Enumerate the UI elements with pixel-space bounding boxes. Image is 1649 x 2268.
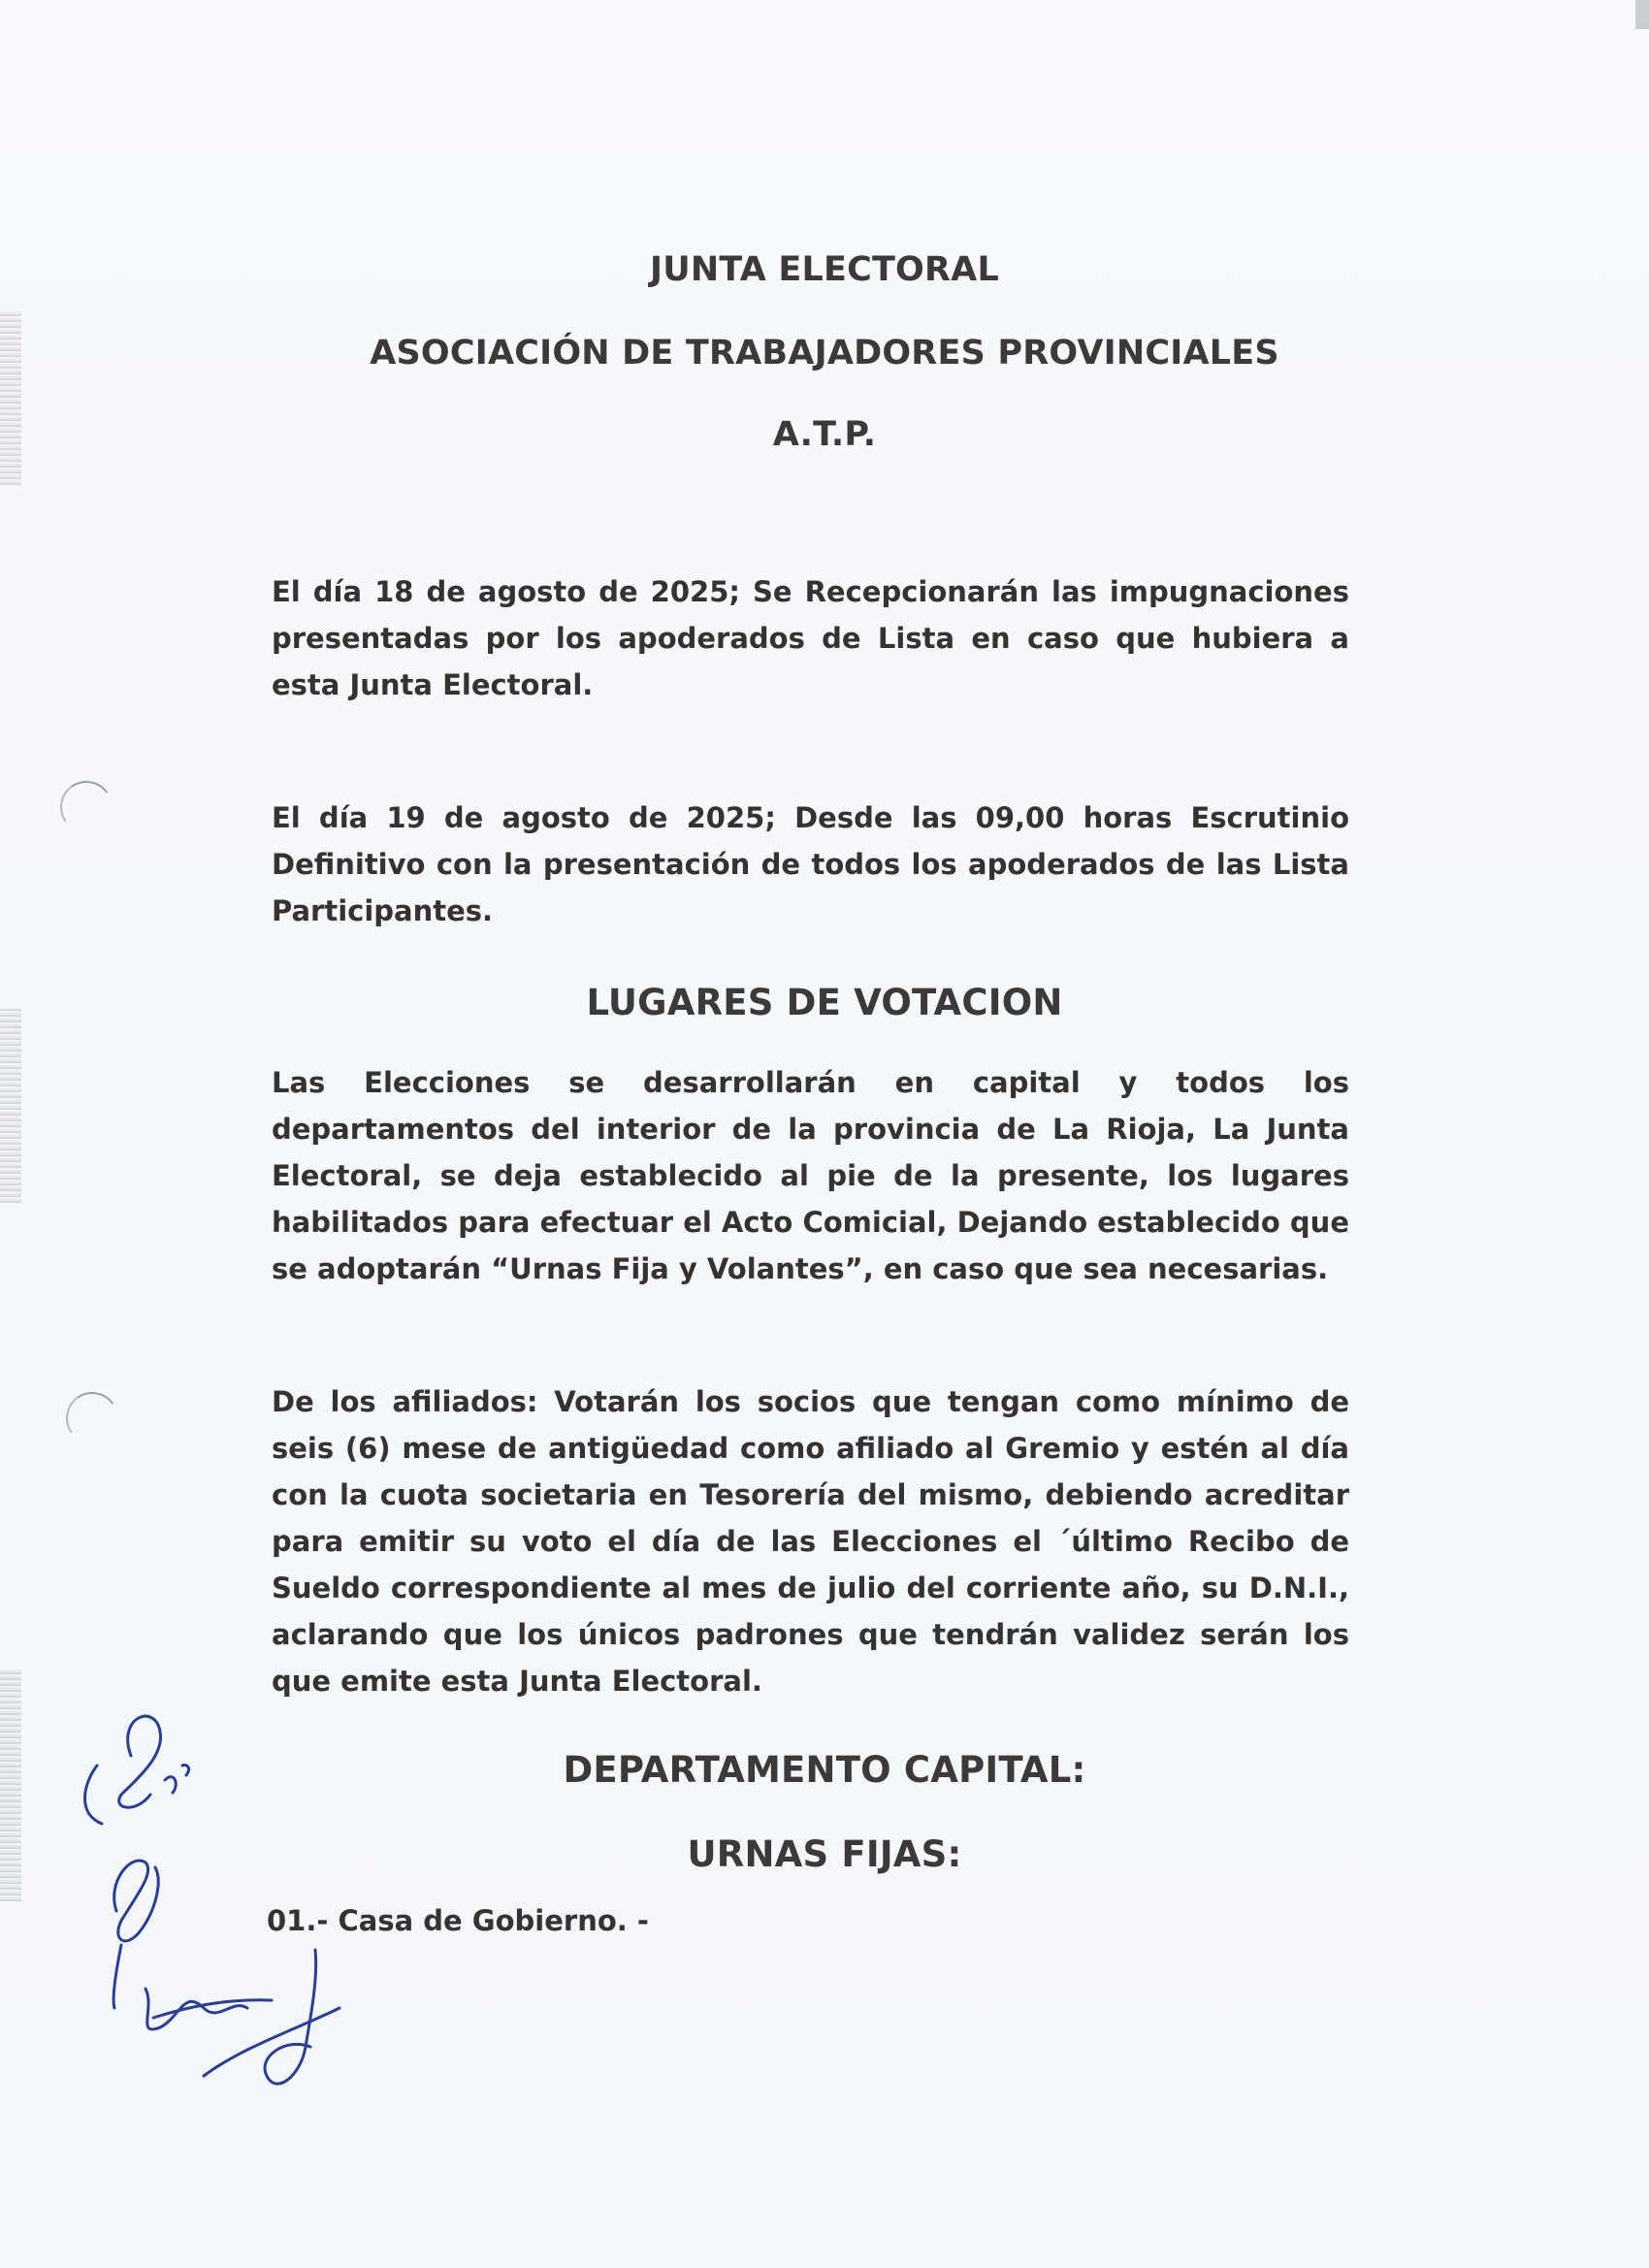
paragraph-escrutinio: El día 19 de agosto de 2025; Desde las 09,00 horas Escrutinio Definitivo con la presentación de todos los apoderados de las Lista Participantes. [272, 801, 1349, 927]
paragraph-lugares: Las Elecciones se desarrollarán en capital y todos los departamentos del interior de la provincia de La Rioja, La Junta Electoral, se deja establecido al pie de la presente, los lugares habilitados para efectuar el Acto Comicial, Dejando establecido que se adoptarán “Urnas Fija y Volantes”, en caso que sea necesarias. [272, 1066, 1349, 1285]
header-acronym: A.T.P. [772, 415, 877, 454]
list-item: 01.- Casa de Gobierno. - [267, 1904, 649, 1937]
punch-hole-mark [62, 1388, 123, 1449]
handwritten-signature-icon [78, 1688, 398, 2134]
section-title-capital: DEPARTAMENTO CAPITAL: [563, 1749, 1086, 1791]
section-title-lugares: LUGARES DE VOTACION [586, 982, 1063, 1023]
header-organization: ASOCIACIÓN DE TRABAJADORES PROVINCIALES [370, 334, 1279, 373]
scan-edge-shadow [0, 1009, 21, 1203]
punch-hole-mark [56, 777, 117, 838]
header-title: JUNTA ELECTORAL [650, 250, 999, 289]
section-subtitle-urnas: URNAS FIJAS: [687, 1833, 962, 1875]
scan-corner-mark [1635, 0, 1649, 29]
paragraph-afiliados: De los afiliados: Votarán los socios que tengan como mínimo de seis (6) mese de antigüedad como afiliado al Gremio y estén al día con la cuota societaria en Tesorería del mismo, debiendo acreditar para emitir su voto el día de las Elecciones el ´último Recibo de Sueldo correspondiente al mes de julio del corriente año, su D.N.I., aclarando que los únicos padrones que tendrán validez serán los que emite esta Junta Electoral. [272, 1385, 1349, 1698]
paragraph-impugnaciones: El día 18 de agosto de 2025; Se Recepcionarán las impugnaciones presentadas por los apoderados de Lista en caso que hubiera a esta Junta Electoral. [272, 575, 1349, 701]
